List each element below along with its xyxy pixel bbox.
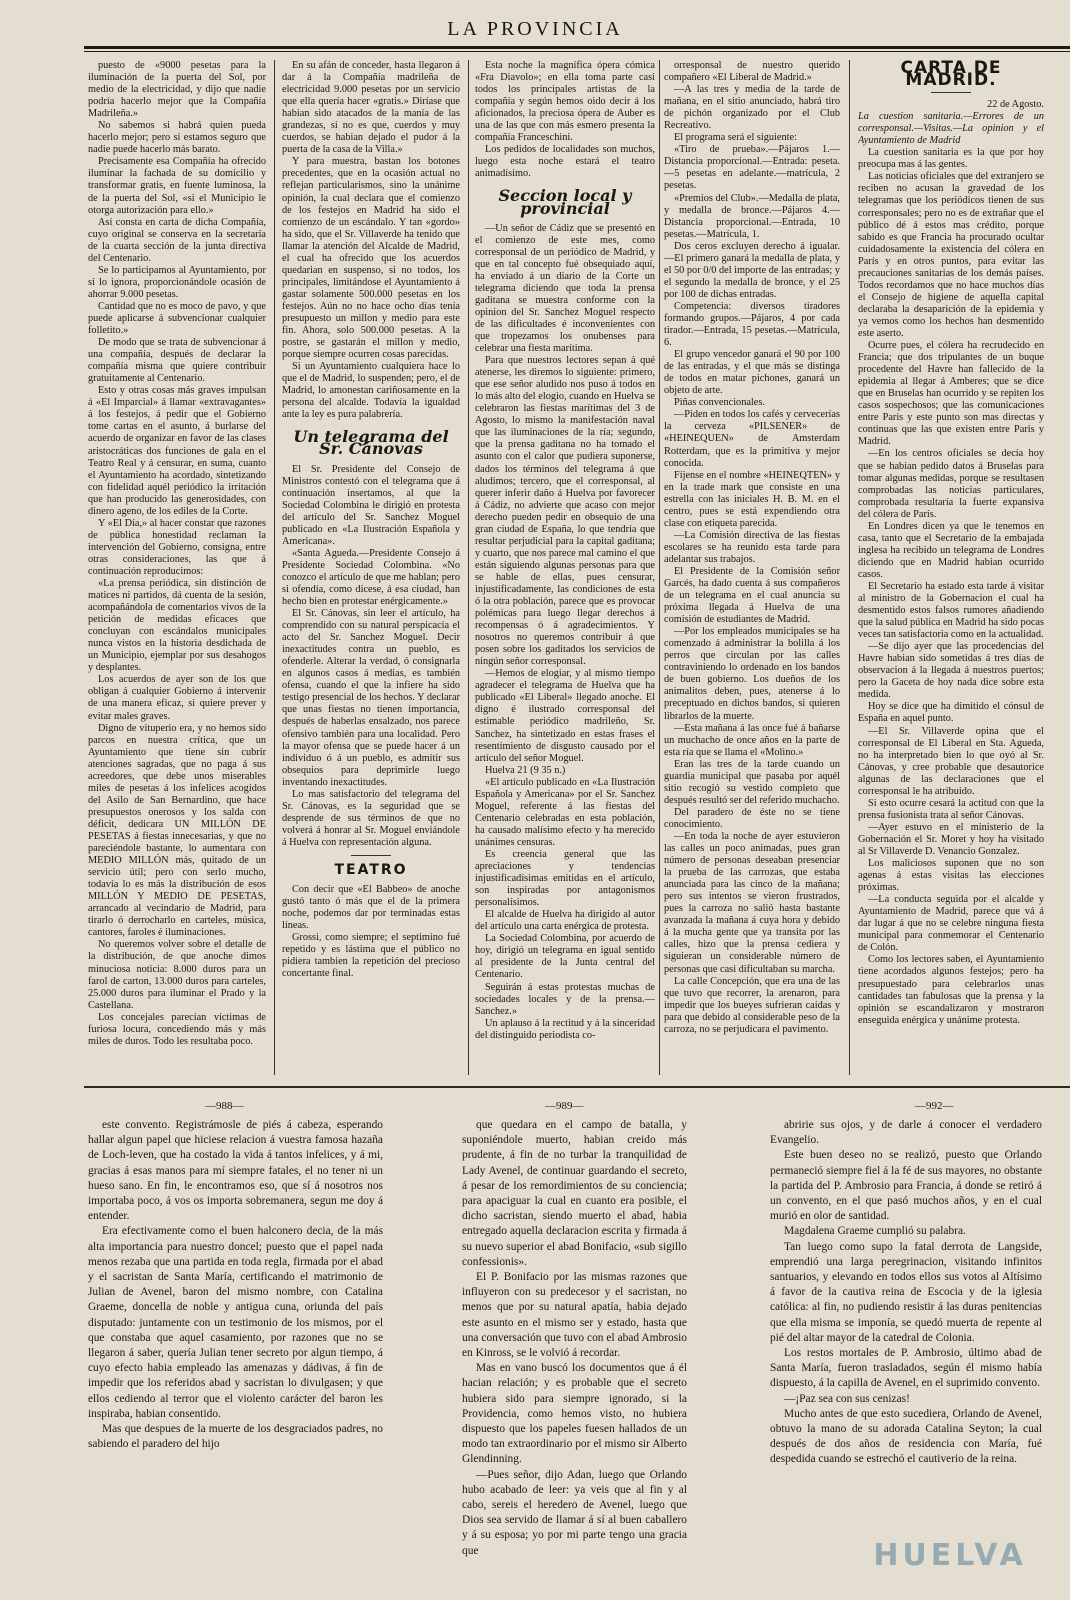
paragraph: —El Sr. Villaverde opina que el corresponsal de El Liberal en Sta. Agueda, no ha interpretado bien lo que oyó al Sr. Cánovas, y cree probable que desautorice algunas de las declaraciones que el corresponsal le ha atribuido. [858,725,1044,797]
page-number: —992— [915,1100,954,1112]
column-divider [468,60,469,1075]
paragraph: El alcalde de Huelva ha dirigido al autor del artículo una carta enérgica de protesta. [475,909,655,933]
paragraph: este convento. Registrámosle de piés á cabeza, esperando hallar algun papel que hiciese relacion á vuestra famosa hazaña de Loch-leven, que ha costado la vida á tantos infelices, y á mi, gracias á esas manos para mí siempre fatales, el no tener ni un hueso sano. En fin, le encontramos eso, que sí á nosotros nos importaba poco, á vos os importa sobremanera, segun me doy á entender. [88,1119,383,1223]
page-separator [84,1086,1070,1088]
paragraph: La Sociedad Colombina, por acuerdo de hoy, dirigió un telegrama en igual sentido al presidente de la Junta central del Centenario. [475,933,655,981]
paragraph: Hoy se dice que ha dimitido el cónsul de España en aquel punto. [858,701,1044,725]
paragraph: El programa será el siguiente: [674,132,797,144]
page-number: —989— [545,1100,584,1112]
paragraph: No queremos volver sobre el detalle de la distribución, de que anoche dimos minuciosa noticia: 8.000 duros para un farol de carton, 13.000 duros para carteles, 25.000 duros para iluminar el Prado y la Castellana. [88,939,266,1011]
paragraph: Eran las tres de la tarde cuando un guardia municipal que pasaba por aquél sitio recogió su vestido completo que después resultó ser del referido muchacho. [664,758,840,806]
headline-teatro: TEATRO [334,862,408,878]
paragraph: abririe sus ojos, y de darle á conocer el verdadero Evangelio. [770,1119,1042,1147]
paragraph: Si un Ayuntamiento cualquiera hace lo que el de Madrid, lo suspenden; pero, el de Madrid, lo amonestan cariñosamente en la persona del alcalde. Todavía la igualdad ante la ley es pura palabrería. [282,361,460,421]
paragraph: Huelva 21 (9 35 n.) [485,764,566,776]
paragraph: que quedara en el campo de batalla, y suponiéndole muerto, habian creido más prudente, á fin de no turbar la tranquilidad de Lady Avenel, de continuar guardando el secreto, á pesar de los remordimientos de su conciencia; para apaciguar la cual en cuanto era posible, el dicho sacristan, siendo muerto el abad, habia entregado aquella declaracion escrita y firmada á su nuevo superior el abad Bonifacio, «sub sigillo confessionis». [462,1119,687,1268]
paragraph: De modo que se trata de subvencionar á una compañía, después de declarar la compañía misma que quiere contribuir gratuitamente al Centenario. [88,337,266,385]
masthead-rule-thin [84,51,1070,52]
paragraph: —Un señor de Cádiz que se presentó en el comienzo de este mes, como corresponsal de un periódico de Madrid, y que en tal concepto fué obsequiado aquí, ha enviado á un diario de la Corte un telegrama diciendo que toda la prensa gaditana se muestra conforme con la opinion del Sr. Sanchez Moguel respecto de las dificultades é inconvenientes con que tropezamos los onubenses para celebrar una fiesta marítima. [475,222,655,355]
paragraph: Competencia: diversos tiradores formando grupos.—Pájaros, 4 por cada tirador.—Entrada, 15 pesetas.—Matrícula, 6. [664,300,840,349]
paragraph: La cuestion sanitaria es la que por hoy preocupa mas á las gentes. [858,147,1044,171]
paragraph: Se lo participamos al Ayuntamiento, por si lo ignora, proporcionándole ocasión de ahorrar 9.000 pesetas. [88,264,266,300]
page-number: —988— [205,1100,244,1112]
paragraph: Para que nuestros lectores sepan á qué atenerse, les diremos lo siguiente: primero, que ese señor aludido nos puso á todos en lo más alto del elogio, cuando en Huelva se celebraron las fiestas marítimas del 3 de Agosto, lo mismo la manifestación naval que las iluminaciones de la ría; segundo, que la prensa gaditana no ha tomado el asunto con el calor que pudiera suponerse, dados los términos del telegrama á que aludimos; tercero, que el corresponsal, al querer inferir daño á Huelva por favorecer á Cádiz, no advierte que acaso con mejor derecho pueden pedir en obsequio de una gran ciudad de España, lo que tendría que resultar perjudicial para la capital gaditana; y cuarto, que nos parece mal camino el que están siguiendo algunas personas para que se hable de ellas, pues censurar, injustificadamente, las condiciones de esta ó la otra población, parece que es provocar polémicas para luego llegar derechos á recompensas ó á agradecimientos. Y nosotros no queremos contribuir á que posen sobre los gaditados los servicios de ningún señor corresponsal. [475,355,655,668]
paragraph: «Santa Agueda.—Presidente Consejo á Presidente Sociedad Colombina. «No conozco el artículo de que me hablan; pero si ofendía, como dicese, á esa ciudad, han hecho bien en protestar enérgicamente.» [282,547,460,608]
paragraph: Mas que despues de la muerte de los desgraciados padres, no sabiendo el paradero del hijo [88,1423,383,1451]
paragraph: Lo mas satisfactorio del telegrama del Sr. Cánovas, es la seguridad que se desprende de sus términos de que no volverá á honrar al Sr. Moguel enviándole á Huelva con representación alguna. [282,788,460,848]
paragraph: «Tiro de prueba».—Pájaros 1.—Distancia proporcional.—Entrada: peseta.—5 pesetas en adelante.—matrícula, 2 pesetas. [664,144,840,192]
paragraph: Fíjense en el nombre «HEINEQTEN» y en la trade mark que consiste en una estrella con las iniciales H. B. M. en el centro, pues se está expendiendo otra clase con etiqueta parecida. [664,469,840,529]
paragraph: «El artículo publicado en «La Ilustración Española y Americana» por el Sr. Sanchez Moguel, referente á las fiestas del Centenario celebradas en esta población, ha causado malísimo efecto y ha merecido unánimes censuras. [475,776,655,848]
headline-telegrama: Un telegrama del Sr. Cánovas [293,427,449,459]
paragraph: Piñas convencionales. [674,397,765,409]
paragraph: «La prensa periódica, sin distinción de matices ni partidos, dá cuenta de la sesión, acompañándola de comentarios vivos de la petición de medidas eficaces que concluyan con escándalos municipales nunca vistos en la historia desdichada de un Municipio, ejemplar por sus desahogos y desplantes. [88,578,266,674]
paragraph: —En toda la noche de ayer estuvieron las calles un poco animadas, pues gran número de personas deseaban presenciar la prueba de las carrozas, que estaba anunciada para las cinco de la mañana; pero sus intentos se vieron frustrados, pues la carroza no salió hasta bastante avanzada la mañana á cuya hora y debido á la mucha gente que ya transita por las calles, hizo que la prensa cediera y siguieran un considerable número de personas que casi dificultaban su marcha. [664,831,840,975]
paragraph: Los acuerdos de ayer son de los que obligan á cualquier Gobierno á intervenir de una manera eficaz, si quiere prever y evitar males graves. [88,674,266,722]
paragraph: El Sr. Cánovas, sin leer el artículo, ha comprendido con su natural perspicacia el acto del Sr. Sanchez Moguel. Decir inexactitudes contra un pueblo, es ofenderle. Alterar la verdad, ó consignarla en algunos casos á medias, es también ofensa, cuando el que la infiere ha sido testigo presencial de los hechos. Y declarar que unas fiestas no tienen importancia, después de haberlas ensalzado, nos parece ofensivo también para una localidad. Pero la mayor ofensa que se puede hacer á un individuo ó á un pueblo, es admitir sus obsequios para deprimirle luego inventando inexactitudes. [282,608,460,788]
paragraph: «Premios del Club».—Medalla de plata, y medalla de bronce.—Pájaros 4.—Distancia proporcional.—Entrada, 10 pesetas.—Matrícula, 1. [664,192,840,240]
paragraph: Este buen deseo no se realizó, puesto que Orlando permaneció siempre fiel á la fé de sus mayores, no obstante la partida del P. Ambrosio para Francia, á donde se retiró á un convento, en el que pasó muchos años, y en el cual murió en olor de santidad. [770,1149,1042,1223]
paragraph: —Hemos de elogiar, y al mismo tiempo agradecer el telegrama de Huelva que ha publicado «El Liberal» llegado anoche. El digno é ilustrado corresponsal del estimable periódico madrileño, Sr. Sanchez, ha sintetizado en estas frases el resentimiento de disgusto causado por el artículo del señor Moguel. [475,668,655,764]
paragraph: El grupo vencedor ganará el 90 por 100 de las entradas, y el que más se distinga de todos en matar pichones, ganará un objeto de arte. [664,349,840,397]
column-2 [282,60,460,1075]
paragraph: Precisamente esa Compañía ha ofrecido iluminar la fachada de su domicilio y transformar gratis, en fuente luminosa, la de la puerta del Sol, «si el Municipio le otorga autorización para ello.» [88,156,266,216]
paragraph: Magdalena Graeme cumplió su palabra. [784,1225,966,1238]
paragraph: El Secretario ha estado esta tarde á visitar al ministro de la Gobernacion el cual ha desmentido estos falsos rumores añadiendo que la salud pública en Madrid ha sido pocas veces tan satisfactoria como en la actualidad. [858,580,1044,641]
paragraph: En Londres dicen ya que le tenemos en casa, tanto que el Secretario de la embajada inglesa ha recibido un telegrama de Londres diciendo que en Madrid habian ocurrido casos. [858,520,1044,580]
headline-seccion-local: Seccion local y provincial [498,186,632,218]
paragraph: —En los centros oficiales se decía hoy que se habian pedido datos á Bruselas para tomar algunas medidas, porque se resultasen comprobadas las noticias particulares, comprobada resultaría la fuerte expansiva del cólera de París. [858,448,1044,520]
paragraph: Un aplauso á la rectitud y á la sinceridad del distinguido periodista co- [475,1017,655,1041]
paragraph: —Se dijo ayer que las procedencias del Havre habian sido sometidas á tres días de observacion á la llegada á nuestros puertos; pero la Gaceta de hoy nada dice sobre esta medida. [858,641,1044,701]
paragraph: —Por los empleados municipales se ha comenzado á administrar la bolilla á los perros que circulan por las calles contraviniendo lo ordenado en los bandos de buen gobierno. Los dueños de los animalitos deben, pues, atenerse á lo preceptuado en dichos bandos, si quieren librarlos de la muerte. [664,626,840,722]
paragraph: El Presidente de la Comisión señor Garcés, ha dado cuenta á sus compañeros de un telegrama en el cual anuncia su próxima llegada á Huelva de una comisión de estudiantes de Madrid. [664,565,840,626]
paragraph: Los maliciosos suponen que no son agenas á estas visitas las elecciones próximas. [858,858,1044,894]
masthead: LA PROVINCIA [447,18,623,40]
column-divider [274,60,275,1075]
folletin-column-1 [88,1118,383,1588]
paragraph: El Sr. Presidente del Consejo de Ministros contestó con el telegrama que á continuación insertamos, al que la Sociedad Colombina le dirigió en protesta del artículo del Sr. Sanchez Moguel publicado en «La Ilustración Española y Americana». [282,463,460,547]
paragraph: —La Comisión directiva de las fiestas escolares se ha reunido esta tarde para adelantar sus trabajos. [664,529,840,565]
paragraph: En su afán de conceder, hasta llegaron á dar á la Compañía madrileña de electricidad 9.000 pesetas por un servicio que ella quería hacer «gratis.» Diríase que habian sido atacados de la manía de las grandezas, si no es que, cuerdos y muy cuerdos, se habian dejado el pudor á la puerta de la casa de la Villa.» [282,60,460,156]
column-1 [88,60,266,1075]
paragraph: —A las tres y media de la tarde de mañana, en el sitio anunciado, habrá tiro de pichón organizado por el Club Recreativo. [664,84,840,132]
paragraph: Y «El Día,» al hacer constar que razones de pública honestidad reclaman la intervención del Gobierno, consigna, entre otras consideraciones, las que á continuación reproducimos: [88,517,266,577]
paragraph: La calle Concepción, que era una de las que tuvo que recorrer, la arenaron, para impedir que los bueyes sufrieran caídas y para que debido al considerable peso de la carroza, no se perjudicara el pavimento. [664,975,840,1035]
divider [931,92,971,93]
masthead-rule [84,46,1070,49]
paragraph: Ocurre pues, el cólera ha recrudecido en Francia; que dos tripulantes de un buque procedente del Havre han fallecido de la epidemia al llegar á Amberes; que se dice que en Bruselas han ocurrido y se repiten los casos sospechosos; que las comunicaciones entre Paris y este punto son mas directas y continuas que las que existen entre Paris y Madrid. [858,340,1044,448]
paragraph: —Ayer estuvo en el ministerio de la Gobernación el Sr. Moret y hoy ha visitado al Sr Villaverde D. Venancio Gonzalez. [858,821,1044,857]
paragraph: Si esto ocurre cesará la actitud con que la prensa fusionista trata al señor Cánovas. [858,797,1044,821]
paragraph: Es creencia general que las apreciaciones y tendencias injustificadísimas emitidas en el artículo, son inspiradas por antagonismos personalísimos. [475,849,655,909]
paragraph: —Piden en todos los cafés y cervecerías la cerveza «PILSENER» de «HEINEQUEN» de Amsterdam Rotterdam, que es la primitiva y mejor conocida. [664,409,840,469]
folletin-column-2 [462,1118,687,1588]
paragraph: Las noticias oficiales que del extranjero se reciben no acusan la gravedad de los telegramas que los periódicos tienen de sus corresponsales; pero no es de extrañar que el público dé á estos mas crédito, porque sabido es que Francia ha procurado ocultar cuidadosamente la existencia del cólera en París y en otros puntos, para evitar las precauciones sanitarias de los demás países. Todos recordamos que no hace muchos días el Consejo de higiene de aquella capital declaraba la desaparición de la epidemia y ya vemos como los hechos han desmentido este aserto. [858,171,1044,339]
paragraph: Así consta en carta de dicha Compañía, cuyo original se conserva en la secretaría de la cuarta sección de la junta directiva del Centenario. [88,216,266,264]
paragraph: El P. Bonifacio por las mismas razones que influyeron con su predecesor y el sacristan, no menos que por su natural apatía, habia dejado este asunto en el mismo ser y estado, hasta que una conversación que tuvo con el abad Ambrosio en Kinross, se le volvió á recordar. [462,1271,687,1360]
paragraph: Mucho antes de que esto sucediera, Orlando de Avenel, obtuvo la mano de su adorada Catalina Seyton; la cual después de dos años de residencia con María, fué despedida cuando se estrechó el cautiverio de la reina. [770,1407,1042,1466]
folletin-column-3 [770,1118,1042,1588]
dateline: 22 de Agosto. [987,99,1044,111]
paragraph: Tan luego como supo la fatal derrota de Langside, emprendió una larga peregrinacion, visitando infinitos santuarios, y elevando en todos ellos sus votos al Altísimo á favor de la cautiva reina de Escocia y de la iglesia católica: al fin, no pudiendo resistir á las duras penitencias que ella misma se imponía, se quedó muerta de repente al pié del altar mayor de la catedral de Colonia. [770,1240,1042,1344]
column-divider [659,60,660,1075]
paragraph: orresponsal de nuestro querido compañero «El Liberal de Madrid.» [664,60,840,84]
paragraph: Los pedidos de localidades son muchos, luego esta noche estará el teatro animadísimo. [475,144,655,180]
paragraph: Del paradero de éste no se tiene conocimiento. [664,806,840,830]
paragraph: Esta noche la magnífica ópera cómica «Fra Diavolo»; en ella toma parte casi todos los principales artistas de la compañía y según hemos oido decir á los aficionados, la preciosa ópera de Auber es una de las que con más esmero presenta la compañía Franceschini. [475,60,655,144]
paragraph: —La conducta seguida por el alcalde y Ayuntamiento de Madrid, parece que vá á dar lugar á que no se celebre ninguna fiesta municipal para conmemorar el Centenario de Colón. [858,894,1044,954]
paragraph: Mas en vano buscó los documentos que á él hacian relación; y es probable que el secreto hubiera sido para siempre ignorado, si la Providencia, como hemos visto, no hubiera dispuesto que los papeles fuesen hallados de un modo tan extraordinario por el mismo sir Alberto Glendinning. [462,1362,687,1466]
headline-carta-madrid: CARTA DE MADRID. [900,60,1002,91]
column-3 [475,60,655,1075]
paragraph: —¡Paz sea con sus cenizas! [784,1392,910,1405]
paragraph: Como los lectores saben, el Ayuntamiento tiene acordados algunos festejos; pero ha presupuestado para celebrarlos unas cantidades tan fabulosas que la prensa y la opinión se escandalizaron y mostraron enseguida enérgica y unánime protesta. [858,954,1044,1026]
column-5 [858,60,1044,1075]
paragraph: Era efectivamente como el buen halconero decia, de la más alta importancia para nuestro doncel; puesto que el papel nada menos rezaba que una partida en toda regla, firmada por el abad y el sacristan de Santa María, certificando el matrimonio de Julian de Avenel, baron del mismo nombre, con Catalina Graeme, doncella de noble y antigua cuna, oriunda del país disputado: juntamente con un testimonio de los mismos, por el que constaba que aquel casamiento, por razones que no se llegaron á saber, quería Julian tener secreto por algun tiempo, á cuyo efecto habia empleado las amenazas y dádivas, á fin de impedir que los referidos abad y sacristan lo divulgasen; y que ellos cediendo al terror que el violento carácter del baron les inspiraba, habian consentido. [88,1225,383,1420]
column-4 [664,60,840,1075]
paragraph: Los restos mortales de P. Ambrosio, último abad de Santa María, fueron trasladados, según él mismo había dispuesto, á la capilla de Avenel, en el suprimido convento. [770,1347,1042,1390]
column-divider [849,60,850,1075]
paragraph: Grossi, como siempre; el septimino fué repetido y es lástima que el público no pidiera tambien la repetición del precioso concertante final. [282,932,460,980]
divider [351,855,391,856]
paragraph: —Pues señor, dijo Adan, luego que Orlando hubo acabado de leer: ya veis que al fin y al cabo, sereis el heredero de Avenel, luego que Dios sea servido de llamar á sí al buen caballero y á su esposa; yo por mi parte tengo una gracia que [462,1468,687,1557]
article-summary: La cuestion sanitaria.—Errores de un corresponsal.—Visitas.—La opinion y el Ayuntamiento de Madrid [858,111,1044,147]
paragraph: puesto de «9000 pesetas para la iluminación de la puerta del Sol, por medio de la electricidad, y dijo que nadie podría hacerlo mejor que la Compañía Madrileña.» [88,60,266,120]
paragraph: Cantidad que no es moco de pavo, y que puede aplicarse á subvencionar cualquier folletito.» [88,300,266,337]
paragraph: No sabemos si habrá quien pueda hacerlo mejor; pero sí estamos seguro que nadie puede hacerlo más barato. [88,120,266,156]
paragraph: —Esta mañana á las once fué á bañarse un muchacho de once años en la parte de esta ría que se llama el «Molino.» [664,722,840,758]
paragraph: Esto y otras cosas más graves impulsan á «El Imparcial» á llamar «extravagantes» á los festejos, á pedir que el Gobierno tome cartas en el asunto, á burlarse del acuerdo de organizar en favor de las clases aristocráticas dos funciones de gala en el Teatro Real y á censurar, en suma, cuanto el Ayuntamiento ha acordado, sintetizando con fidelidad aquél periódico la irritación que han producido las generosidades, con dinero ageno, de los ediles de la Corte. [88,385,266,517]
paragraph: Con decir que «El Babbeo» de anoche gustó tanto ó más que el de la primera noche, podemos dar por terminadas estas líneas. [282,884,460,932]
paragraph: Y para muestra, bastan los botones precedentes, que en la ocasión actual no reflejan particularismos, sino la unánime opinión, la cual declara que el comienzo de los festejos en Madrid ha sido el comienzo de un escándalo. Y tan «gordo» ha sido, que el Sr. Villaverde ha tenido que llamar la atención del Alcalde de Madrid, el cual ha ofrecido que los acuerdos quedarian en suspenso, si no todos, los principales, limitándose el Ayuntamiento á gastar solamente 500.000 pesetas en los festejos. Aún no no hace ocho días tenía presupuesto un millon y medio para este fin. Ahora, solo 500.000 pesetas. A la postre, se gastarán el millon y medio, porque siempre ocurren cosas parecidas. [282,156,460,361]
paragraph: Seguirán á estas protestas muchas de sociedades locales y de la prensa.—Sanchez.» [475,981,655,1017]
library-stamp: HUELVA [873,1538,1027,1573]
paragraph: Digno de vituperio era, y no hemos sido parcos en nuestra crítica, que un Ayuntamiento que tiene sin cubrir atenciones sagradas, que no paga á sus acreedores, que debe unos miserables miles de pesetas á los infelices acogidos del Asilo de San Bernardino, que hace presupuestos onerosos y los salda con déficit, dedicara UN MILLÓN DE PESETAS á fiestas innecesarias, y que no pareciéndole bastante, lo aumentara con MEDIO MILLÓN más, quitado de un servicio útil; pero con serlo mucho, todavía lo es más la distribución de esos MILLÓN Y MEDIO DE PESETAS, arrancado al vecindario de Madrid, para tirarlo ó derrocharlo en carteles, música, cantores, faroles é iluminaciones. [88,722,266,939]
paragraph: Los concejales parecían víctimas de furiosa locura, concediendo más y más miles de duros. Todo les resultaba poco. [88,1011,266,1047]
paragraph: Dos ceros excluyen derecho á igualar.—El primero ganará la medalla de plata, y el 50 por 0/0 del importe de las entradas; y el segundo la medalla de bronce, y el 25 por 100 de dichas entradas. [664,240,840,300]
